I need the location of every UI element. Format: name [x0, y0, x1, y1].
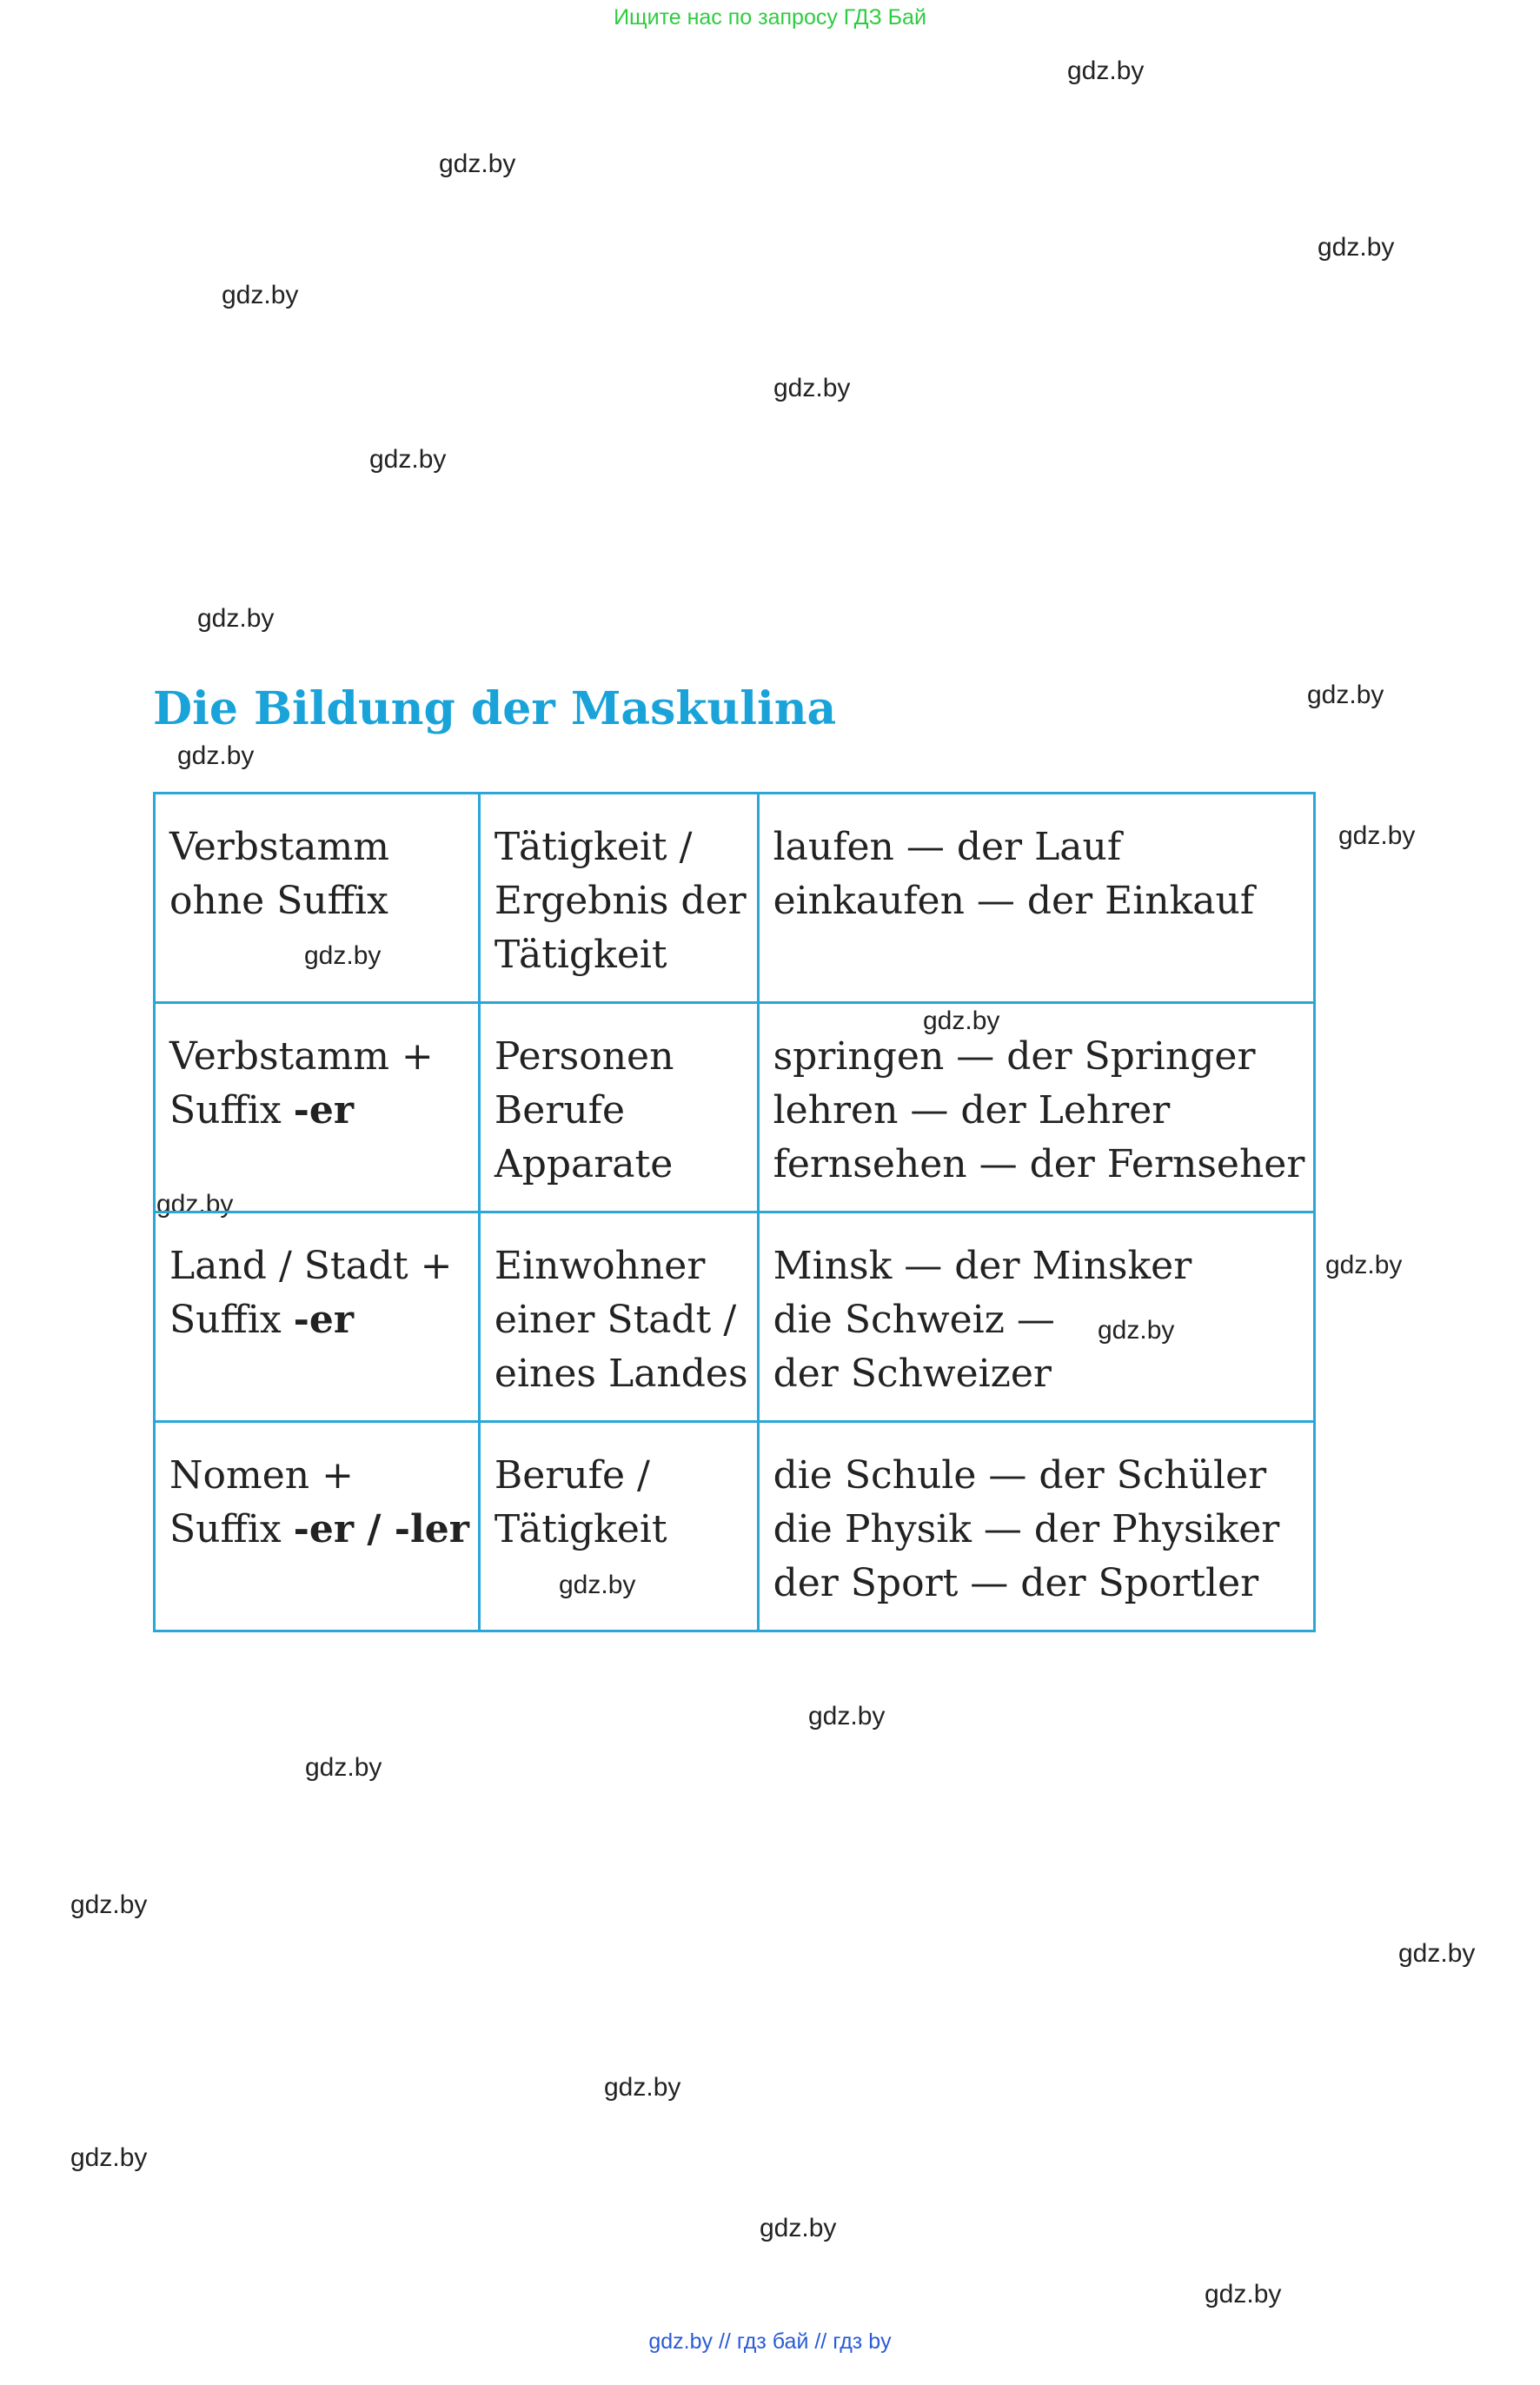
table-row [155, 1212, 1315, 1422]
watermark: gdz.by [559, 1571, 636, 1599]
watermark: gdz.by [1398, 1939, 1476, 1968]
examples-cell: springen — der Springer lehren — der Lehrer fernsehen — der Fernseher [758, 1003, 1315, 1212]
watermark: gdz.by [1338, 821, 1416, 850]
suffix-label: -er [293, 1088, 355, 1133]
formation-pattern-cell: Verbstamm + Suffix -er [155, 1003, 480, 1212]
watermark: gdz.by [760, 2214, 837, 2242]
word-formation-table [153, 792, 1316, 1632]
examples-cell: die Schule — der Schüler die Physik — der Physiker der Sport — der Sportler [758, 1422, 1315, 1631]
suffix-label: -er / -ler [293, 1507, 469, 1551]
watermark: gdz.by [156, 1190, 234, 1219]
promo-banner: Ищите нас по запросу ГДЗ Бай [614, 5, 926, 30]
examples-cell: laufen — der Lauf einkaufen — der Einkauf [758, 794, 1315, 1003]
watermark: gdz.by [1307, 681, 1384, 709]
watermark: gdz.by [304, 941, 382, 970]
page-title: Die Bildung der Maskulina [153, 682, 837, 735]
meaning-cell: Einwohner einer Stadt / eines Landes [479, 1212, 758, 1422]
examples-cell: Minsk — der Minsker die Schweiz — der Schweizer [758, 1212, 1315, 1422]
table-row [155, 1003, 1315, 1212]
watermark: gdz.by [197, 604, 275, 633]
watermark: gdz.by [305, 1753, 382, 1782]
table-row [155, 1422, 1315, 1631]
formation-pattern-cell: Nomen + Suffix -er / -ler [155, 1422, 480, 1631]
formation-pattern-cell: Verbstamm ohne Suffix [155, 794, 480, 1003]
meaning-cell: Berufe / Tätigkeit [479, 1422, 758, 1631]
suffix-label: -er [293, 1298, 355, 1342]
watermark: gdz.by [773, 374, 851, 402]
footer-links[interactable]: gdz.by // гдз бай // гдз by [648, 2329, 892, 2354]
watermark: gdz.by [1098, 1316, 1175, 1345]
formation-pattern-cell: Land / Stadt + Suffix -er [155, 1212, 480, 1422]
meaning-cell: Personen Berufe Apparate [479, 1003, 758, 1212]
watermark: gdz.by [808, 1702, 886, 1731]
watermark: gdz.by [1067, 56, 1145, 85]
watermark: gdz.by [1318, 233, 1395, 262]
watermark: gdz.by [1205, 2280, 1282, 2309]
watermark: gdz.by [439, 149, 516, 178]
table-row [155, 794, 1315, 1003]
meaning-cell: Tätigkeit / Ergebnis der Tätigkeit [479, 794, 758, 1003]
watermark: gdz.by [70, 1890, 148, 1919]
watermark: gdz.by [604, 2073, 681, 2102]
watermark: gdz.by [1325, 1251, 1403, 1279]
watermark: gdz.by [70, 2143, 148, 2172]
watermark: gdz.by [222, 281, 299, 309]
watermark: gdz.by [369, 445, 447, 474]
watermark: gdz.by [177, 741, 255, 770]
watermark: gdz.by [923, 1006, 1000, 1035]
